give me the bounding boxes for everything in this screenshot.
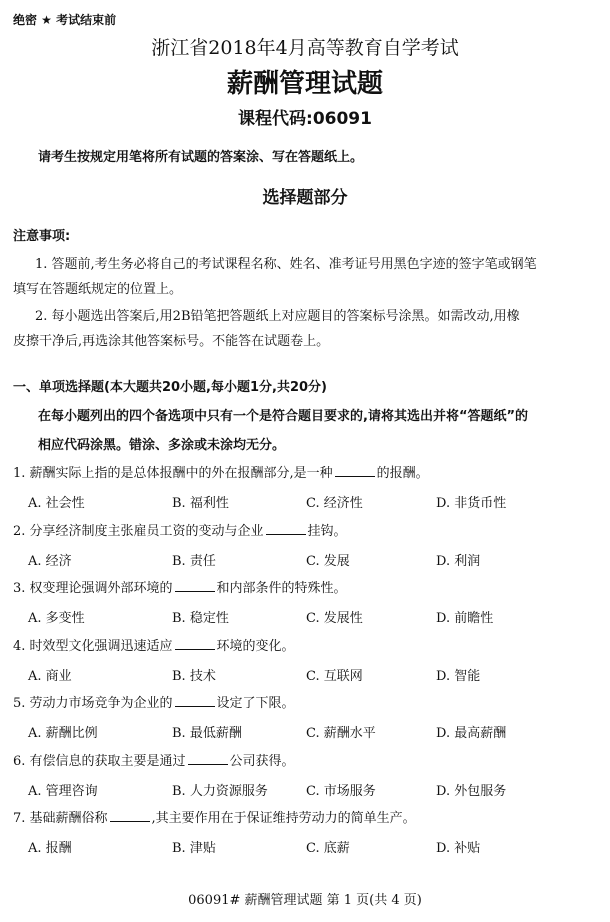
question-2-option-c: C. 发展: [306, 553, 350, 569]
note-1-line2: 填写在答题纸规定的位置上。: [13, 282, 183, 297]
section-title: 选择题部分: [262, 188, 348, 208]
question-1-option-c: C. 经济性: [306, 496, 363, 511]
course-code: 课程代码:06091: [238, 109, 372, 129]
exam-title: 浙江省2018年4月高等教育自学考试: [151, 37, 459, 59]
paper-title: 薪酬管理试题: [226, 69, 383, 99]
question-2: [13, 520, 347, 539]
question-4-option-d: D. 智能: [436, 668, 481, 684]
answer-blank: [110, 810, 150, 822]
question-instruction-line2: 相应代码涂黑。错涂、多涂或未涂均无分。: [38, 438, 286, 453]
question-6-option-b: B. 人力资源服务: [172, 783, 268, 799]
question-text-end: 和内部条件的特殊性。: [216, 581, 347, 596]
answer-blank: [266, 523, 306, 535]
question-4-option-b: B. 技术: [172, 668, 216, 684]
question-6-option-d: D. 外包服务: [436, 783, 507, 799]
question-1: [13, 462, 429, 481]
secret-mark: 绝密 ★ 考试结束前: [13, 13, 117, 27]
question-5-option-d: D. 最高薪酬: [436, 726, 507, 741]
question-text: 4. 时效型文化强调迅速适应: [13, 638, 173, 654]
question-instruction-line1: 在每小题列出的四个备选项中只有一个是符合题目要求的,请将其选出并将“答题纸”的: [38, 409, 529, 424]
page-footer: 06091# 薪酬管理试题 第 1 页(共 4 页): [188, 893, 422, 908]
answer-blank: [335, 465, 375, 477]
note-2-line1: 2. 每小题选出答案后,用2B铅笔把答题纸上对应题目的答案标号涂黑。如需改动,用橡: [35, 309, 520, 324]
question-6: [13, 750, 295, 769]
question-text: 1. 薪酬实际上指的是总体报酬中的外在报酬部分,是一种: [13, 466, 333, 481]
question-text-end: 的报酬。: [376, 466, 429, 481]
question-5: [13, 692, 295, 711]
question-text-end: 公司获得。: [229, 753, 295, 769]
question-4-option-a: A. 商业: [28, 668, 72, 684]
notes-heading: 注意事项:: [13, 229, 71, 244]
question-7-option-d: D. 补贴: [436, 841, 481, 856]
question-5-option-b: B. 最低薪酬: [172, 726, 242, 741]
question-7: [13, 807, 416, 826]
question-6-option-c: C. 市场服务: [306, 783, 376, 799]
answer-blank: [175, 638, 215, 650]
question-1-option-d: D. 非货币性: [436, 496, 507, 511]
question-3-option-b: B. 稳定性: [172, 611, 229, 626]
question-3-option-a: A. 多变性: [28, 611, 85, 626]
question-3-option-d: D. 前瞻性: [436, 611, 494, 626]
question-text: 2. 分享经济制度主张雇员工资的变动与企业: [13, 523, 264, 539]
question-6-option-a: A. 管理咨询: [28, 783, 98, 799]
question-text: 3. 权变理论强调外部环境的: [13, 581, 173, 596]
question-7-option-c: C. 底薪: [306, 841, 350, 856]
question-7-option-b: B. 津贴: [172, 841, 216, 856]
question-text: 6. 有偿信息的获取主要是通过: [13, 753, 186, 769]
note-1-line1: 1. 答题前,考生务必将自己的考试课程名称、姓名、准考证号用黑色字迹的签字笔或钢笔: [35, 257, 537, 272]
question-1-option-a: A. 社会性: [28, 496, 85, 511]
question-5-option-c: C. 薪酬水平: [306, 726, 376, 741]
question-text-end: 设定了下限。: [216, 696, 295, 711]
answer-blank: [175, 695, 215, 707]
question-4-option-c: C. 互联网: [306, 668, 363, 684]
question-4: [13, 635, 295, 654]
answer-blank: [188, 753, 228, 765]
question-section-title: 一、单项选择题(本大题共20小题,每小题1分,共20分): [13, 380, 327, 395]
question-1-option-b: B. 福利性: [172, 496, 229, 511]
question-5-option-a: A. 薪酬比例: [28, 726, 98, 741]
question-text: 7. 基础薪酬俗称: [13, 811, 108, 826]
note-2-line2: 皮擦干净后,再选涂其他答案标号。不能答在试题卷上。: [13, 334, 330, 349]
question-text-end: 环境的变化。: [216, 638, 295, 654]
question-2-option-d: D. 利润: [436, 553, 481, 569]
question-text-end: ,其主要作用在于保证维持劳动力的简单生产。: [151, 811, 416, 826]
question-text-end: 挂钩。: [307, 523, 347, 539]
answer-blank: [175, 580, 215, 592]
question-text: 5. 劳动力市场竞争为企业的: [13, 696, 173, 711]
question-3-option-c: C. 发展性: [306, 611, 363, 626]
answer-instruction: 请考生按规定用笔将所有试题的答案涂、写在答题纸上。: [38, 150, 364, 165]
question-2-option-b: B. 责任: [172, 553, 216, 569]
question-2-option-a: A. 经济: [28, 553, 72, 569]
question-3: [13, 577, 347, 596]
question-7-option-a: A. 报酬: [28, 841, 72, 856]
